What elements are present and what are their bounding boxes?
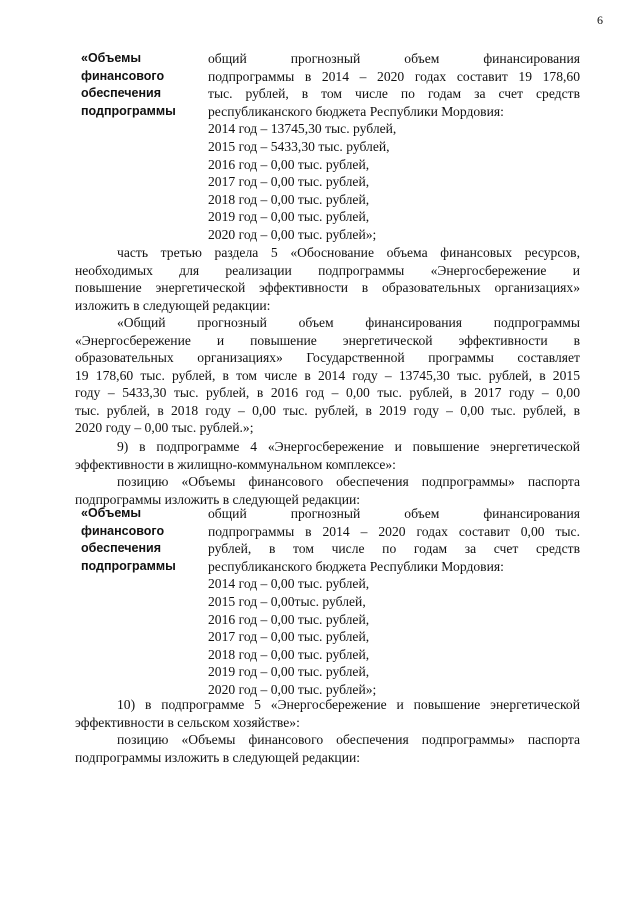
year-line: 2014 год – 0,00 тыс. рублей,: [208, 576, 370, 592]
desc-line: республиканского бюджета Республики Мордовия:: [208, 103, 504, 119]
year-line: 2019 год – 0,00 тыс. рублей,: [208, 209, 370, 225]
desc-line: тыс. рублей, в том числе по годам за счет средств: [208, 86, 580, 102]
year-line: 2018 год – 0,00 тыс. рублей,: [208, 191, 370, 207]
desc-line: общий прогнозный объем финансирования: [208, 51, 580, 66]
year-line: 2016 год – 0,00 тыс. рублей,: [208, 611, 370, 627]
year-line: 2018 год – 0,00 тыс. рублей,: [208, 646, 370, 662]
funding-table-subprogram-3: [75, 50, 580, 244]
paragraph-item-9: 9) в подпрограмме 4 «Энергосбережение и повышение энергетической эффективности в жилищно-коммунальном комплексе»:: [75, 439, 580, 472]
year-line: 2019 год – 0,00 тыс. рублей,: [208, 664, 370, 680]
page-number: 6: [597, 13, 603, 27]
funding-table-subprogram-4: [75, 505, 580, 699]
desc-line: рублей, в том числе по годам за счет средств: [208, 541, 580, 557]
paragraph-position-1: позицию «Объемы финансового обеспечения подпрограммы» паспорта подпрограммы изложить в следующей редакции:: [75, 474, 580, 507]
year-line: 2015 год – 5433,30 тыс. рублей,: [208, 138, 390, 154]
year-line: 2017 год – 0,00 тыс. рублей,: [208, 174, 370, 190]
year-line: 2020 год – 0,00 тыс. рублей»;: [208, 226, 377, 242]
year-line: 2017 год – 0,00 тыс. рублей,: [208, 629, 370, 645]
funding-table-label: «Объемы финансового обеспечения подпрограммы: [81, 51, 176, 118]
paragraph-section5-part3: часть третью раздела 5 «Обоснование объема финансовых ресурсов, необходимых для реализации подпрограммы «Энергосбережение и повышение энергетической эффективности в образовательных организациях» изложить в следующей редакции:: [75, 245, 580, 313]
year-line: 2020 год – 0,00 тыс. рублей»;: [208, 681, 377, 697]
funding-table-value: [208, 505, 580, 699]
year-line: 2014 год – 13745,30 тыс. рублей,: [208, 121, 397, 137]
desc-line: республиканского бюджета Республики Мордовия:: [208, 558, 504, 574]
funding-table-label: «Объемы финансового обеспечения подпрограммы: [81, 506, 176, 573]
desc-line: общий прогнозный объем финансирования: [208, 506, 580, 521]
paragraph-item-10: 10) в подпрограмме 5 «Энергосбережение и повышение энергетической эффективности в сельском хозяйстве»:: [75, 697, 580, 730]
year-line: 2015 год – 0,00тыс. рублей,: [208, 593, 366, 609]
paragraph-position-2: позицию «Объемы финансового обеспечения подпрограммы» паспорта подпрограммы изложить в следующей редакции:: [75, 732, 580, 765]
year-line: 2016 год – 0,00 тыс. рублей,: [208, 156, 370, 172]
funding-table-value: [208, 50, 580, 244]
desc-line: подпрограммы в 2014 – 2020 годах составит 0,00 тыс.: [208, 523, 580, 539]
desc-line: подпрограммы в 2014 – 2020 годах составит 19 178,60: [208, 68, 580, 84]
paragraph-funding-quote: «Общий прогнозный объем финансирования подпрограммы «Энергосбережение и повышение энергетической эффективности в образовательных организациях» Государственной программы составляет 19 178,60 тыс. рублей, в том числе в 2014 году – 13745,30 тыс. рублей, в 2015 году – 5433,30 тыс. рублей, в 2016 год – 0,00 тыс. рублей, в 2017 году – 0,00 тыс. рублей, в 2018 году – 0,00 тыс. рублей, в 2019 году – 0,00 тыс. рублей, в 2020 году – 0,00 тыс. рублей.»;: [75, 315, 580, 435]
